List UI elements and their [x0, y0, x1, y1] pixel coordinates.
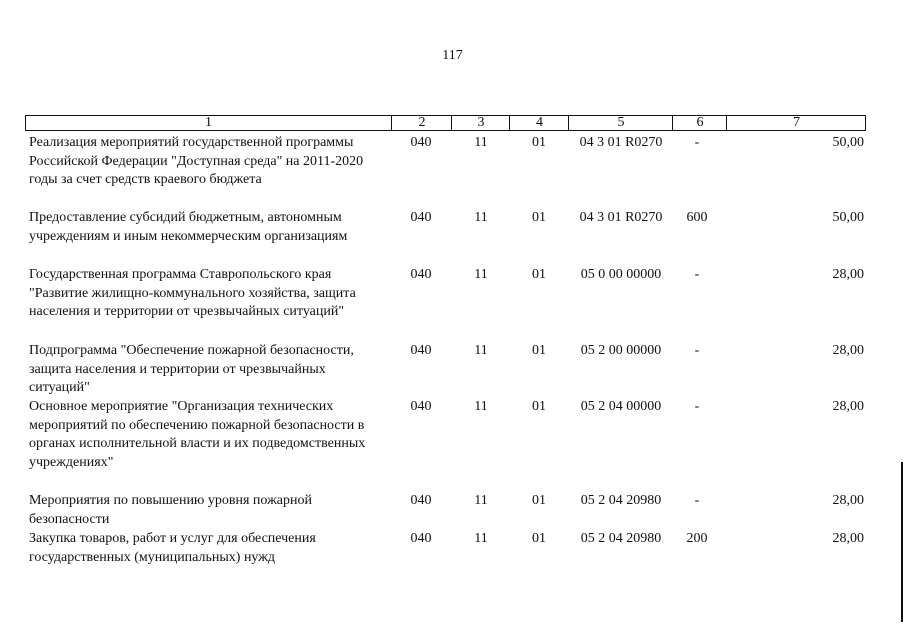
row-c2: 040 — [410, 135, 432, 150]
row-c3: 11 — [474, 135, 488, 150]
row-c3: 11 — [474, 267, 488, 282]
row-c4: 01 — [532, 135, 546, 150]
header-col-1: 1 — [205, 115, 212, 130]
row-name: Закупка товаров, работ и услуг для обеспечения государственных (муниципальных) нужд — [29, 531, 316, 565]
page-edge-line — [901, 462, 903, 622]
row-c6: - — [694, 267, 700, 282]
row-name: Мероприятия по повышению уровня пожарной безопасности — [29, 493, 312, 527]
row-c5: 05 2 04 20980 — [580, 531, 662, 546]
row-c6: 600 — [686, 210, 708, 225]
row-c2: 040 — [410, 210, 432, 225]
header-col-3: 3 — [451, 116, 510, 130]
row-c7: 28,00 — [832, 267, 864, 282]
row-name: Реализация мероприятий государственной программы Российской Федерации "Доступная среда" на 2011-2020 годы за счет средств краевого бюджета — [29, 135, 364, 187]
row-name: Государственная программа Ставропольского края "Развитие жилищно-коммунального хозяйства, защита населения и территории от чрезвычайных ситуаций" — [29, 267, 356, 319]
header-col-4: 4 — [509, 116, 569, 130]
row-c4: 01 — [532, 493, 546, 508]
row-c3: 11 — [474, 210, 488, 225]
header-col-5: 5 — [568, 116, 673, 130]
row-c6: - — [694, 343, 700, 358]
row-c3: 11 — [474, 343, 488, 358]
table-header — [25, 115, 866, 131]
row-c7: 50,00 — [832, 135, 864, 150]
row-c5: 05 0 00 00000 — [580, 267, 662, 282]
row-c7: 28,00 — [832, 493, 864, 508]
row-c5: 04 3 01 R0270 — [579, 210, 663, 225]
row-c5: 05 2 04 20980 — [580, 493, 662, 508]
row-c4: 01 — [532, 343, 546, 358]
row-c4: 01 — [532, 399, 546, 414]
row-c2: 040 — [410, 531, 432, 546]
header-col-7: 7 — [726, 116, 866, 130]
header-col-6: 6 — [672, 116, 727, 130]
row-c5: 05 2 00 00000 — [580, 343, 662, 358]
row-c6: 200 — [686, 531, 708, 546]
row-c3: 11 — [474, 531, 488, 546]
row-c2: 040 — [410, 267, 432, 282]
row-c6: - — [694, 493, 700, 508]
row-c4: 01 — [532, 210, 546, 225]
row-c7: 28,00 — [832, 343, 864, 358]
row-c3: 11 — [474, 399, 488, 414]
row-name: Предоставление субсидий бюджетным, автономным учреждениям и иным некоммерческим организациям — [29, 210, 348, 244]
row-c4: 01 — [532, 531, 546, 546]
page-number: 117 — [442, 48, 463, 63]
row-name: Основное мероприятие "Организация технических мероприятий по обеспечению пожарной безопасности в органах исполнительной власти и их подведомственных учреждениях" — [29, 399, 366, 470]
row-c5: 04 3 01 R0270 — [579, 135, 663, 150]
row-c7: 50,00 — [832, 210, 864, 225]
row-c7: 28,00 — [832, 399, 864, 414]
row-c4: 01 — [532, 267, 546, 282]
row-c7: 28,00 — [832, 531, 864, 546]
row-c2: 040 — [410, 399, 432, 414]
row-c5: 05 2 04 00000 — [580, 399, 662, 414]
row-c6: - — [694, 399, 700, 414]
row-c2: 040 — [410, 343, 432, 358]
row-c3: 11 — [474, 493, 488, 508]
row-c6: - — [694, 135, 700, 150]
row-name: Подпрограмма "Обеспечение пожарной безопасности, защита населения и территории от чрезвычайных ситуаций" — [29, 343, 354, 395]
header-col-2: 2 — [391, 116, 452, 130]
row-c2: 040 — [410, 493, 432, 508]
